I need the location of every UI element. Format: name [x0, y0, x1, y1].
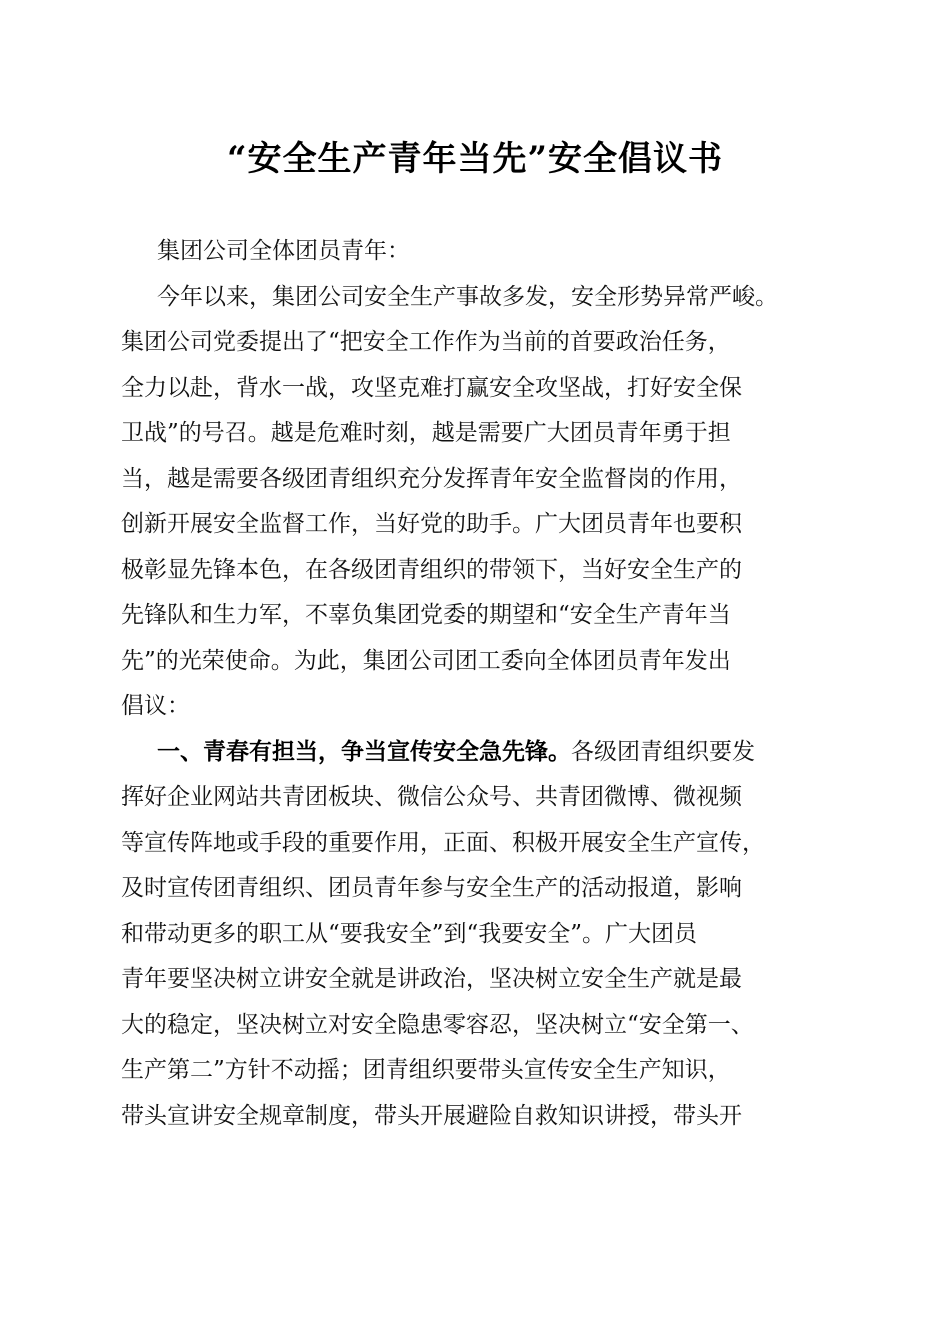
paragraph-line: 卫战”的号召。越是危难时刻，越是需要广大团员青年勇于担 — [121, 420, 731, 446]
section-1-first-line — [121, 730, 846, 776]
paragraph-line: 当，越是需要各级团青组织充分发挥青年安全监督岗的作用， — [121, 465, 742, 492]
paragraph-line: 集团公司党委提出了“把安全工作作为当前的首要政治任务， — [121, 329, 731, 355]
paragraph-line: 今年以来，集团公司安全生产事故多发，安全形势异常严峻。 — [157, 283, 778, 310]
paragraph-line: 及时宣传团青组织、团员青年参与安全生产的活动报道，影响 — [121, 875, 742, 901]
paragraph-line: 创新开展安全监督工作，当好党的助手。广大团员青年也要积 — [121, 511, 742, 537]
section-1-heading: 一、青春有担当，争当宣传安全急先锋。 — [157, 738, 571, 765]
paragraph-line: 带头宣讲安全规章制度，带头开展避险自救知识讲授，带头开 — [121, 1102, 742, 1129]
paragraph-line: 青年要坚决树立讲安全就是讲政治，坚决树立安全生产就是最 — [121, 966, 742, 992]
paragraph-line: 全力以赴，背水一战，攻坚克难打赢安全攻坚战，打好安全保 — [121, 374, 742, 401]
document-title: “安全生产青年当先”安全倡议书 — [226, 139, 724, 179]
document-body — [121, 229, 846, 1139]
paragraph-line: 和带动更多的职工从“要我安全”到“我要安全”。广大团员 — [121, 920, 698, 947]
paragraph-line: 极彰显先锋本色，在各级团青组织的带领下，当好安全生产的 — [121, 556, 742, 583]
section-1-first-line-text: 各级团青组织要发 — [571, 738, 755, 765]
paragraph-line: 先”的光荣使命。为此，集团公司团工委向全体团员青年发出 — [121, 647, 731, 674]
paragraph-line: 生产第二”方针不动摇；团青组织要带头宣传安全生产知识， — [121, 1057, 731, 1083]
paragraph-line: 倡议： — [121, 693, 190, 719]
salutation: 集团公司全体团员青年： — [157, 238, 410, 264]
paragraph-line: 等宣传阵地或手段的重要作用，正面、积极开展安全生产宣传， — [121, 829, 765, 856]
paragraph-line: 大的稳定，坚决树立对安全隐患零容忍，坚决树立“安全第一、 — [121, 1011, 754, 1038]
paragraph-line: 先锋队和生力军，不辜负集团党委的期望和“安全生产青年当 — [121, 602, 731, 628]
paragraph-line: 挥好企业网站共青团板块、微信公众号、共青团微博、微视频 — [121, 784, 742, 810]
